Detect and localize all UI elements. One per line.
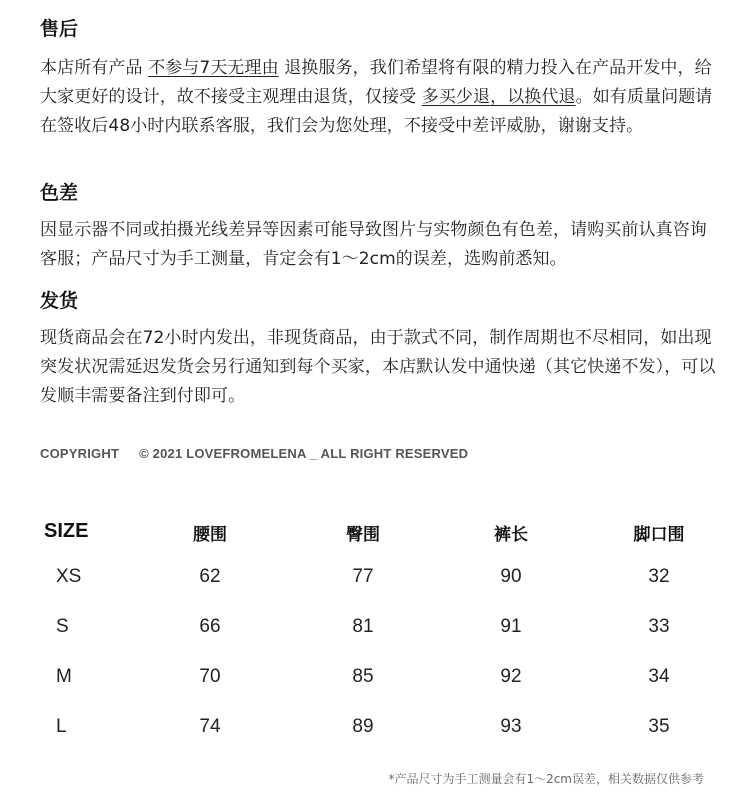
hip-cell: 77 xyxy=(352,566,374,587)
length-cell: 92 xyxy=(500,666,522,687)
length-cell: 90 xyxy=(500,566,522,587)
size-cell: S xyxy=(56,616,69,637)
size-cell: L xyxy=(56,716,67,737)
copyright-line xyxy=(40,446,468,461)
table-row xyxy=(0,658,750,708)
aftersale-text-part3: 。如有质量问题请在签收后48小时内联系客服，我们会为您处理，不接受中差评威胁，谢谢支持。 xyxy=(40,87,713,136)
length-cell: 93 xyxy=(500,716,522,737)
hem-cell: 35 xyxy=(648,716,670,737)
header-size: SIZE xyxy=(44,520,89,542)
hem-cell: 32 xyxy=(648,566,670,587)
exchange-policy-highlight: 多买少退，以换代退 xyxy=(421,87,576,107)
table-row xyxy=(0,558,750,608)
aftersale-text xyxy=(40,54,720,141)
hip-cell: 81 xyxy=(352,616,374,637)
shipping-text: 现货商品会在72小时内发出，非现货商品，由于款式不同，制作周期也不尽相同，如出现突发状况需延迟发货会另行通知到每个买家，本店默认发中通快递（其它快递不发），可以发顺丰需要备注到付即可。 xyxy=(40,328,716,406)
hem-cell: 33 xyxy=(648,616,670,637)
aftersale-text-part1: 本店所有产品 xyxy=(40,58,149,78)
hip-cell: 89 xyxy=(352,716,374,737)
size-table xyxy=(0,508,750,758)
copyright-label: COPYRIGHT xyxy=(40,446,120,461)
size-table-header xyxy=(0,508,750,558)
length-cell: 91 xyxy=(500,616,522,637)
measurement-footnote: *产品尺寸为手工测量会有1～2cm误差，相关数据仅供参考 xyxy=(388,772,704,786)
header-hem: 脚口围 xyxy=(633,525,685,545)
aftersale-title: 售后 xyxy=(40,18,79,40)
hip-cell: 85 xyxy=(352,666,374,687)
aftersale-section xyxy=(40,16,720,141)
waist-cell: 66 xyxy=(199,616,221,637)
table-row xyxy=(0,708,750,758)
waist-cell: 62 xyxy=(199,566,221,587)
copyright-text: © 2021 LOVEFROMELENA _ ALL RIGHT RESERVED xyxy=(139,446,469,461)
size-cell: XS xyxy=(56,566,82,587)
color-difference-section xyxy=(40,180,720,274)
color-difference-title: 色差 xyxy=(40,182,79,204)
header-length: 裤长 xyxy=(494,525,528,545)
color-difference-text: 因显示器不同或拍摄光线差异等因素可能导致图片与实物颜色有色差，请购买前认真咨询客服；产品尺寸为手工测量，肯定会有1～2cm的误差，选购前悉知。 xyxy=(40,220,707,269)
table-row xyxy=(0,608,750,658)
header-waist: 腰围 xyxy=(193,525,227,545)
hem-cell: 34 xyxy=(648,666,670,687)
shipping-title: 发货 xyxy=(40,290,79,312)
shipping-section xyxy=(40,288,720,411)
header-hip: 臀围 xyxy=(346,525,380,545)
waist-cell: 74 xyxy=(199,716,221,737)
waist-cell: 70 xyxy=(199,666,221,687)
size-cell: M xyxy=(56,666,72,687)
aftersale-text-part2: 退换服务，我们希望将有限的精力投入在产品开发中，给大家更好的设计，故不接受主观理由退货，仅接受 xyxy=(40,58,712,107)
no-7day-return-highlight: 不参与7天无理由 xyxy=(148,58,279,78)
